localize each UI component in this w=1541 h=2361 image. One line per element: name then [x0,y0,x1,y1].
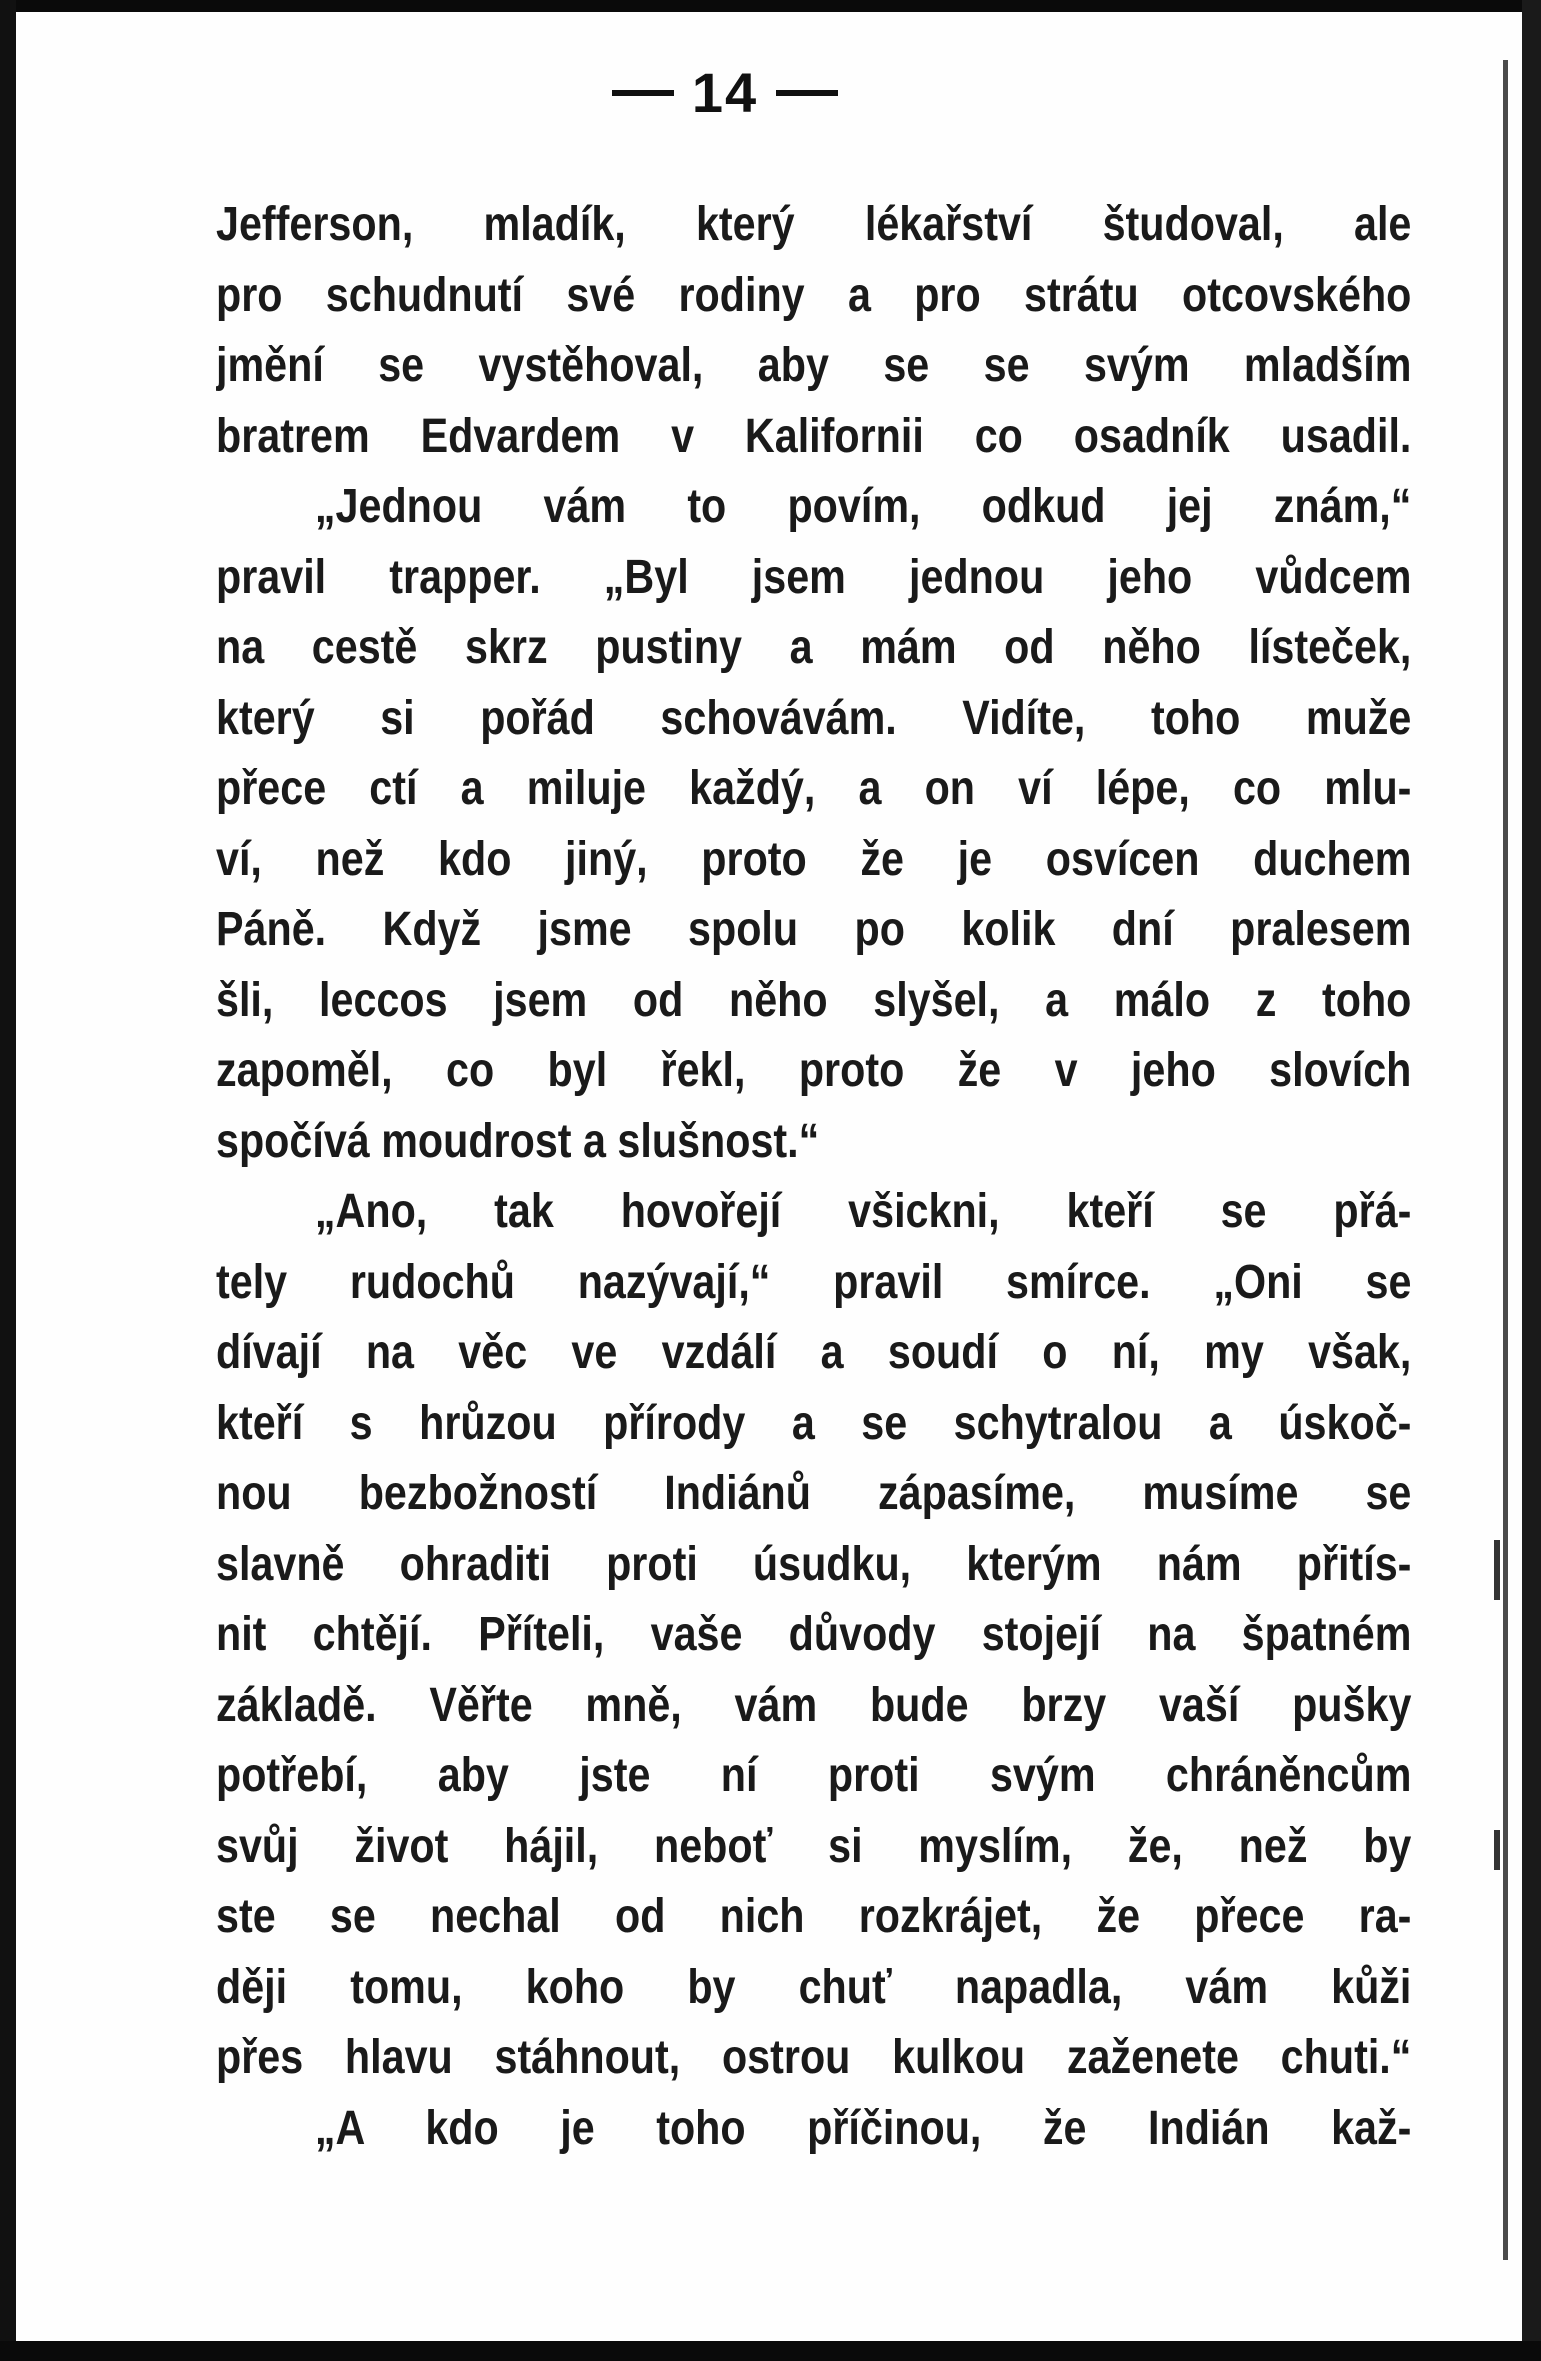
text-line: tely rudochů nazývají,“ pravil smírce. „Oni se [216,1255,1412,1309]
text-line: nou bezbožností Indiánů zápasíme, musíme se [216,1467,1412,1520]
text-line: jmění se vystěhoval, aby se se svým mladším [216,339,1412,392]
text-line: zapoměl, co byl řekl, proto že v jeho slovích [216,1044,1412,1097]
scan-border-top [0,0,1541,12]
text-line: Páně. Když jsme spolu po kolik dní pralesem [216,903,1412,956]
text-line: přes hlavu stáhnout, ostrou kulkou zaženete chuti.“ [216,2031,1412,2084]
text-line: svůj život hájil, neboť si myslím, že, než by [216,1819,1412,1873]
scan-edge-shadow [1503,60,1508,2260]
scan-border-right [1522,0,1541,2361]
text-line: kteří s hrůzou přírody a se schytralou a úskoč- [216,1396,1412,1450]
text-line: pravil trapper. „Byl jsem jednou jeho vůdcem [216,550,1412,604]
text-line: pro schudnutí své rodiny a pro strátu otcovského [216,268,1412,322]
text-line: bratrem Edvardem v Kalifornii co osadník usadil. [216,409,1412,463]
text-line: Jefferson, mladík, který lékařství študoval, ale [216,198,1412,251]
page-number [0,60,1450,125]
text-line: nit chtějí. Příteli, vaše důvody stojejí na špatném [216,1608,1412,1661]
text-line: ste se nechal od nich rozkrájet, že přece ra- [216,1890,1412,1943]
text-line: dívají na věc ve vzdálí a soudí o ní, my však, [216,1326,1412,1379]
scan-speck [1494,1830,1500,1870]
text-line: základě. Věřte mně, vám bude brzy vaší pušky [216,1678,1412,1732]
page-number-dash-right [776,90,838,96]
text-line: na cestě skrz pustiny a mám od něho lísteček, [216,621,1412,674]
text-line: slavně ohraditi proti úsudku, kterým nám přitís- [216,1537,1412,1591]
text-line: spočívá moudrost a slušnost.“ [216,1114,820,1168]
body-text [216,190,1412,2164]
text-line: přece ctí a miluje každý, a on ví lépe, co mlu- [216,762,1412,815]
text-line: „A kdo je toho příčinou, že Indián kaž- [314,2101,1412,2155]
text-line: šli, leccos jsem od něho slyšel, a málo z toho [216,973,1412,1027]
scan-speck [1494,1540,1500,1600]
text-line: „Jednou vám to povím, odkud jej znám,“ [314,480,1412,533]
page-number-dash-left [612,90,674,96]
scan-border-bottom [0,2341,1541,2361]
page-number-value: 14 [691,61,759,124]
scan-border-left [0,0,16,2361]
text-line: ví, než kdo jiný, proto že je osvícen duchem [216,832,1412,886]
text-line: „Ano, tak hovořejí všickni, kteří se přá- [314,1185,1412,1238]
text-line: který si pořád schovávám. Vidíte, toho muže [216,691,1412,745]
text-line: ději tomu, koho by chuť napadla, vám kůži [216,1960,1412,2014]
text-line: potřebí, aby jste ní proti svým chráněncům [216,1749,1412,1802]
